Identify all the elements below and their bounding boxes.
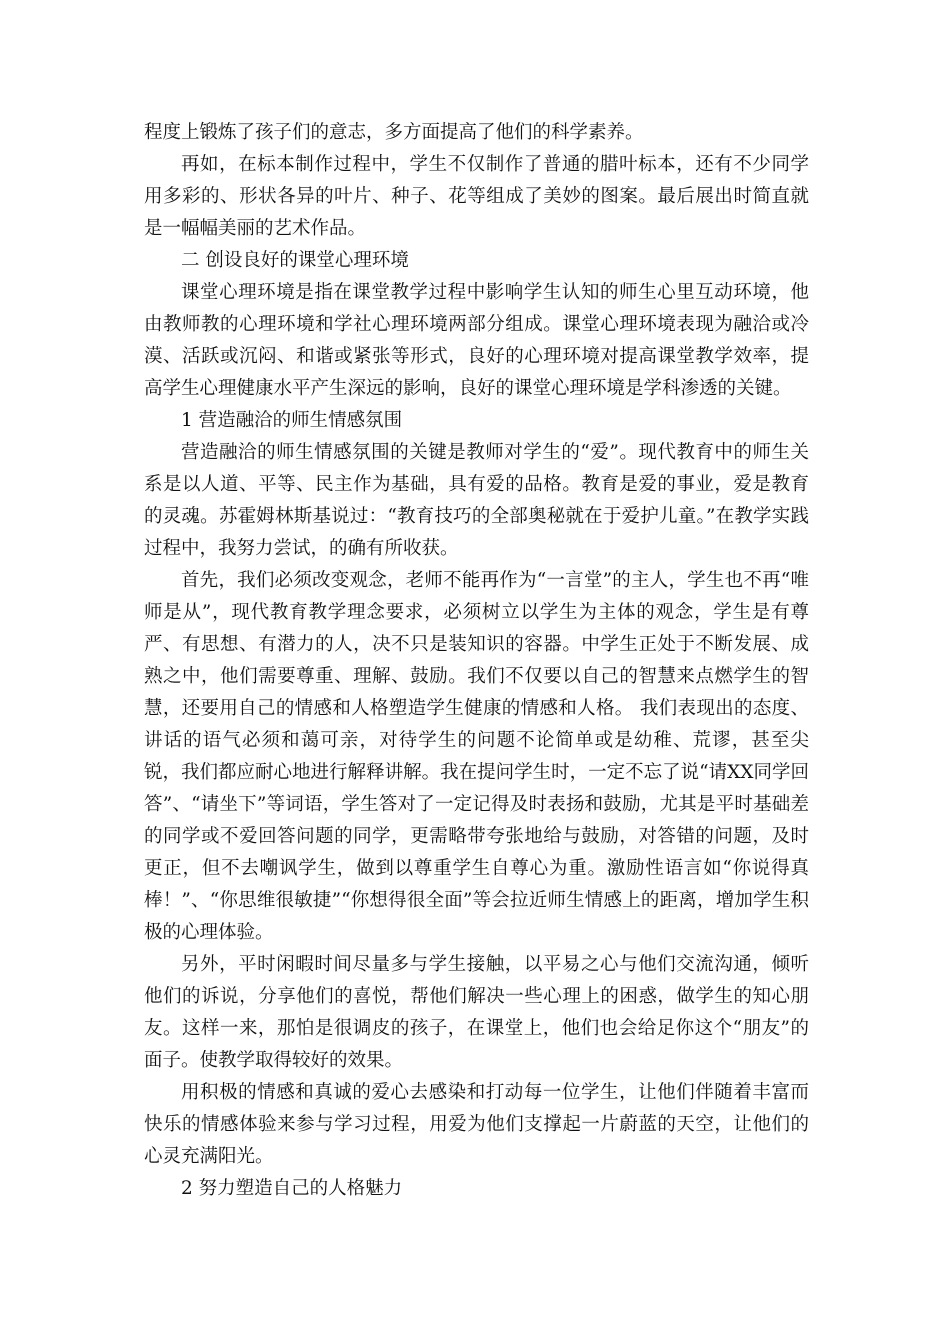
paragraph: 用积极的情感和真诚的爱心去感染和打动每一位学生，让他们伴随着丰富而快乐的情感体验来参与学习过程，用爱为他们支撑起一片蔚蓝的天空，让他们的心灵充满阳光。 <box>144 1082 809 1167</box>
paragraph: 营造融洽的师生情感氛围的关键是教师对学生的“爱”。现代教育中的师生关系是以人道、平等、民主作为基础，具有爱的品格。教育是爱的事业，爱是教育的灵魂。苏霍姆林斯基说过：“教育技巧的全部奥秘就在于爱护儿童。”在教学实践过程中，我努力尝试，的确有所收获。 <box>144 442 809 559</box>
subsection-heading: 2 努力塑造自己的人格魅力 <box>181 1178 403 1199</box>
paragraph-continuation: 程度上锻炼了孩子们的意志，多方面提高了他们的科学素养。 <box>144 122 644 143</box>
paragraph: 再如，在标本制作过程中，学生不仅制作了普通的腊叶标本，还有不少同学用多彩的、形状各异的叶片、种子、花等组成了美妙的图案。最后展出时简直就是一幅幅美丽的艺术作品。 <box>144 154 809 239</box>
paragraph: 首先，我们必须改变观念，老师不能再作为“一言堂”的主人，学生也不再“唯师是从”，现代教育教学理念要求，必须树立以学生为主体的观念，学生是有尊严、有思想、有潜力的人，决不只是装知识的容器。中学生正处于不断发展、成熟之中，他们需要尊重、理解、鼓励。我们不仅要以自己的智慧来点燃学生的智慧，还要用自己的情感和人格塑造学生健康的情感和人格。 我们表现出的态度、讲话的语气必须和蔼可亲，对待学生的问题不论简单或是幼稚、荒谬，甚至尖锐，我们都应耐心地进行解释讲解。我在提问学生时，一定不忘了说“请XX同学回答”、“请坐下”等词语，学生答对了一定记得及时表扬和鼓励，尤其是平时基础差的同学或不爱回答问题的同学，更需略带夸张地给与鼓励，对答错的问题，及时更正，但不去嘲讽学生，做到以尊重学生自尊心为重。激励性语言如“你说得真棒！”、“你思维很敏捷”“你想得很全面”等会拉近师生情感上的距离，增加学生积极的心理体验。 <box>144 570 809 943</box>
paragraph: 另外，平时闲暇时间尽量多与学生接触，以平易之心与他们交流沟通，倾听他们的诉说，分享他们的喜悦，帮他们解决一些心理上的困惑，做学生的知心朋友。这样一来，那怕是很调皮的孩子，在课堂上，他们也会给足你这个“朋友”的面子。使教学取得较好的效果。 <box>144 954 809 1071</box>
document-body <box>144 117 809 1205</box>
paragraph: 课堂心理环境是指在课堂教学过程中影响学生认知的师生心里互动环境，他由教师教的心理环境和学社心理环境两部分组成。课堂心理环境表现为融洽或冷漠、活跃或沉闷、和谐或紧张等形式，良好的心理环境对提高课堂教学效率，提高学生心理健康水平产生深远的影响，良好的课堂心理环境是学科渗透的关键。 <box>144 282 809 399</box>
section-heading: 二 创设良好的课堂心理环境 <box>181 250 409 271</box>
subsection-heading: 1 营造融洽的师生情感氛围 <box>181 410 403 431</box>
